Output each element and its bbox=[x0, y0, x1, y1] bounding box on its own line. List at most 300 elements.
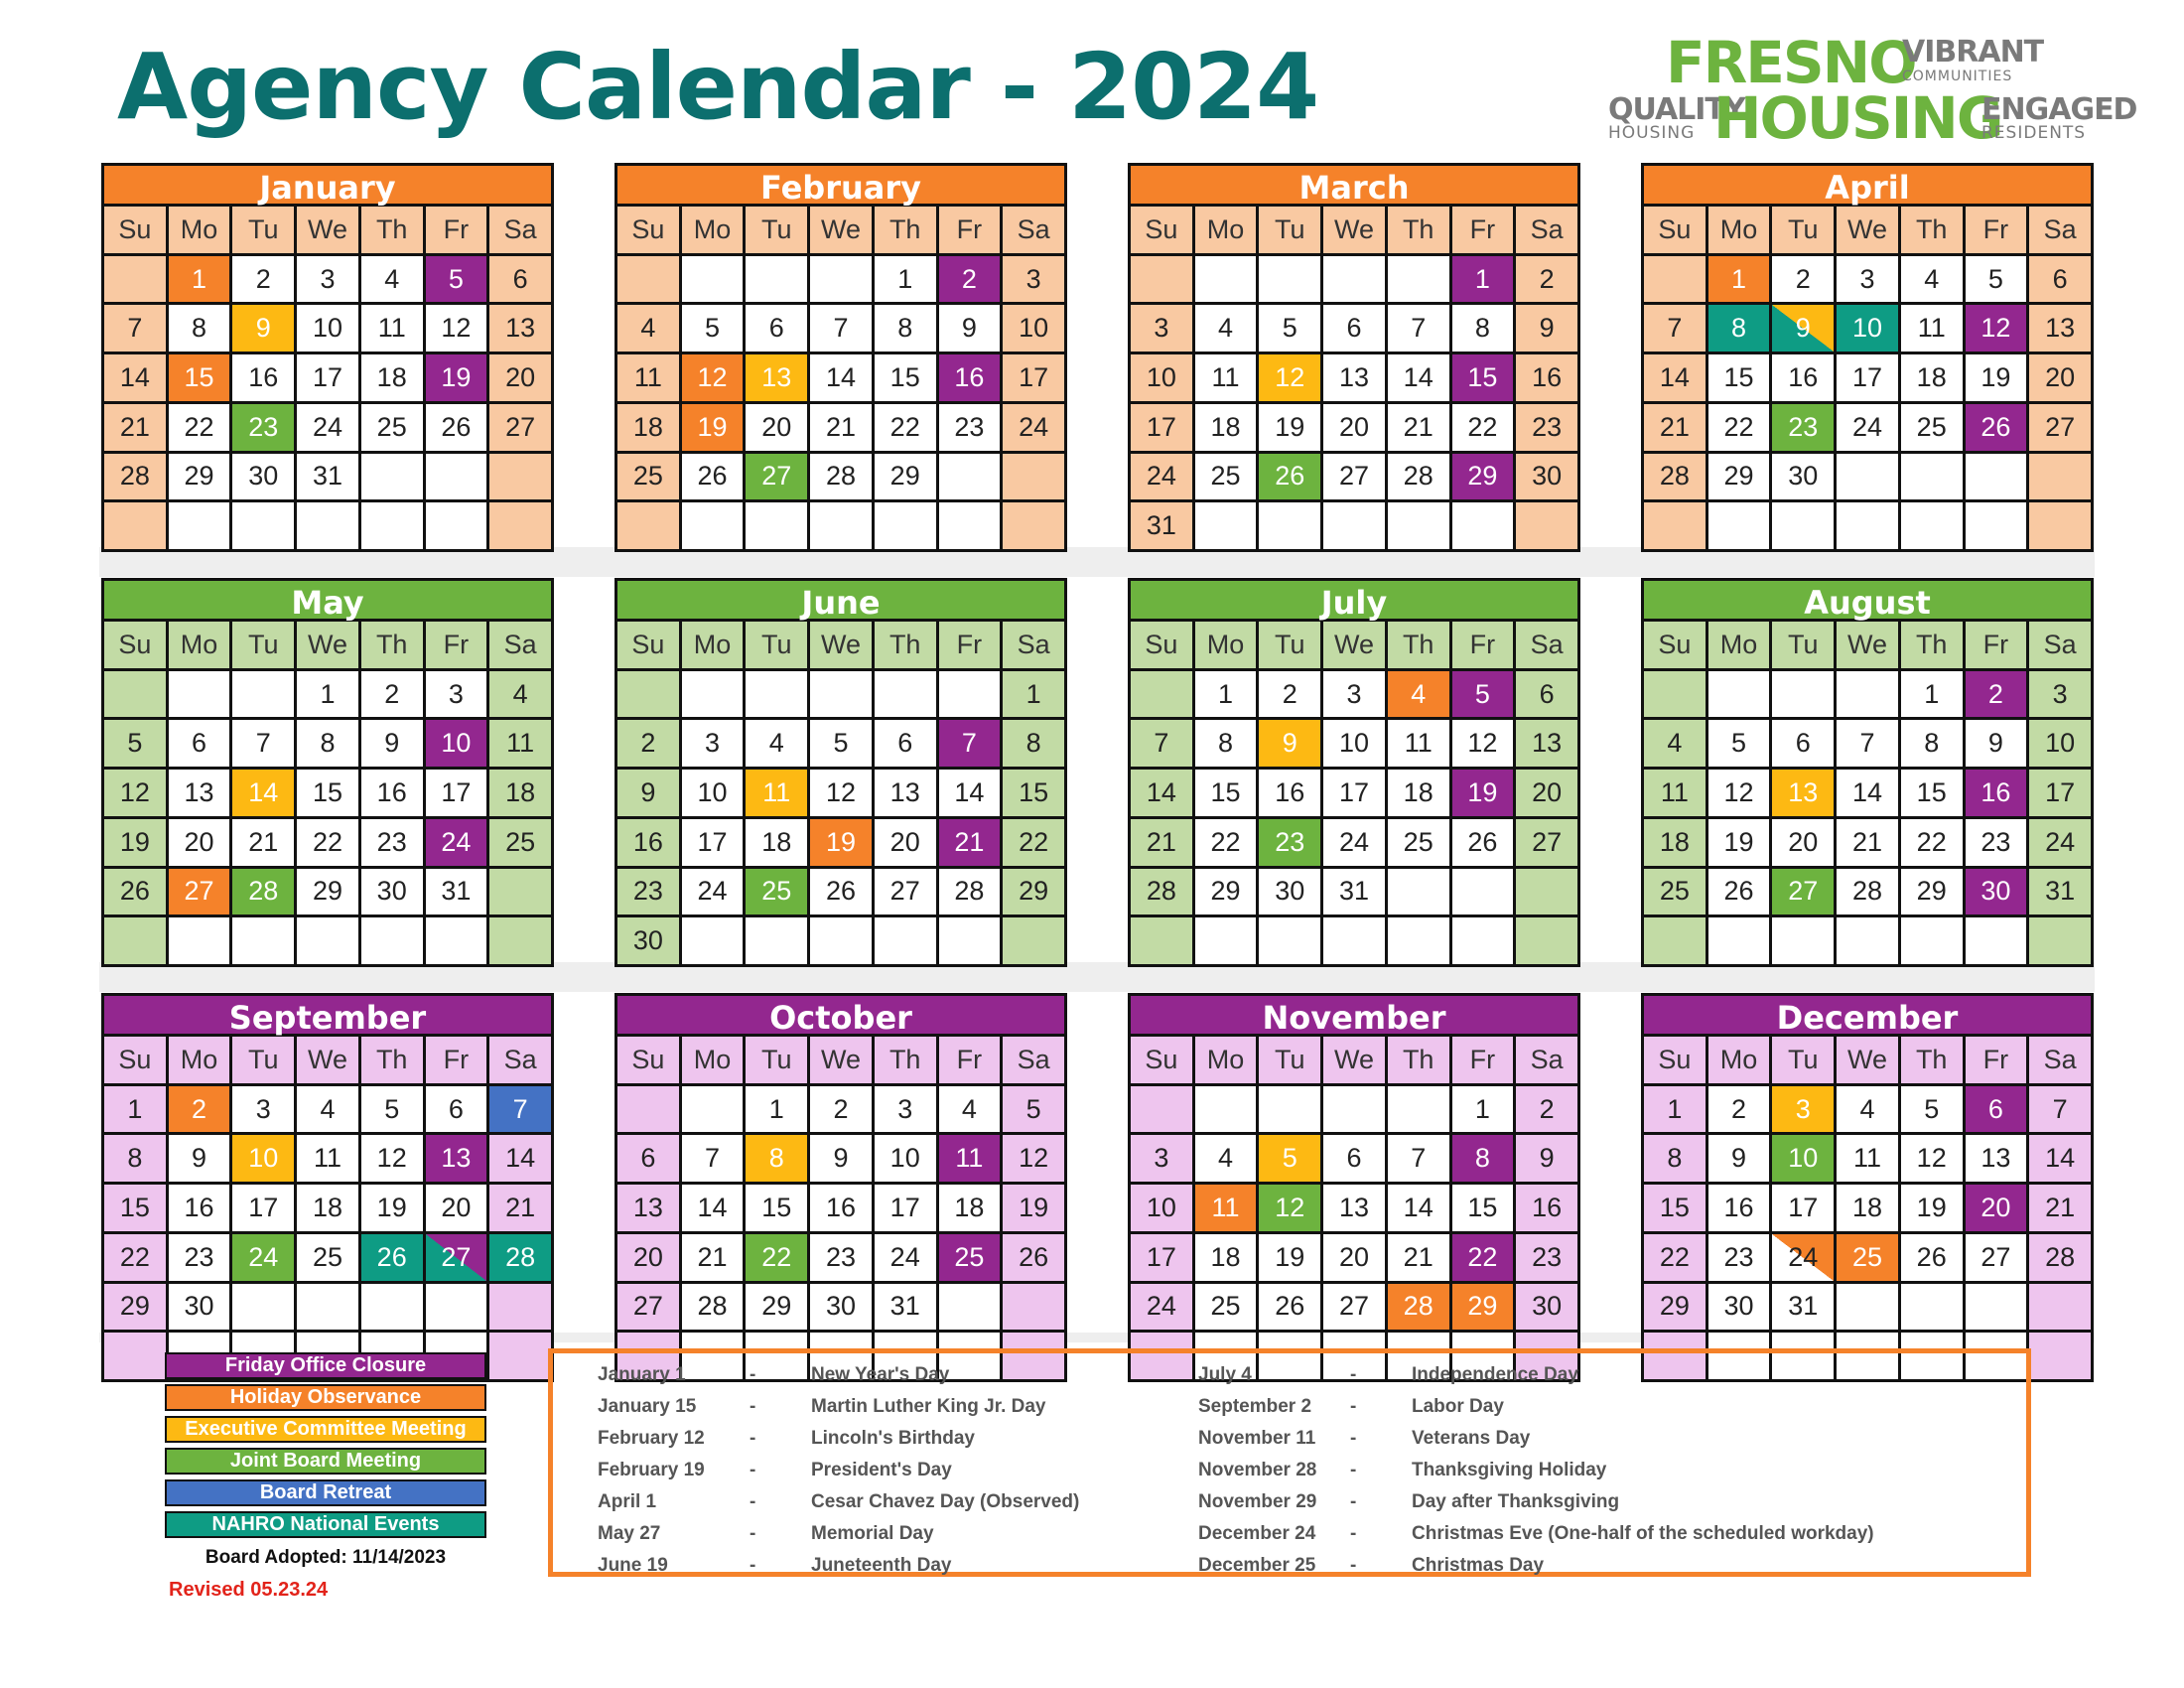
weekday-header: Fr bbox=[939, 622, 1001, 668]
day-cell: 30 bbox=[1516, 454, 1577, 500]
day-cell: 30 bbox=[169, 1284, 230, 1331]
day-cell: 2 bbox=[1708, 1086, 1770, 1133]
empty-cell bbox=[2029, 454, 2091, 500]
day-cell: 25 bbox=[1195, 454, 1257, 500]
day-cell: 10 bbox=[426, 720, 487, 767]
empty-cell bbox=[1323, 256, 1385, 303]
day-cell: 25 bbox=[1837, 1234, 1898, 1281]
empty-cell bbox=[426, 1284, 487, 1331]
weekday-header: Fr bbox=[1452, 207, 1514, 253]
day-cell: 24 bbox=[682, 869, 744, 915]
holiday-name: Christmas Day bbox=[1412, 1555, 1545, 1576]
weekday-header: Th bbox=[1388, 207, 1449, 253]
empty-cell bbox=[939, 454, 1001, 500]
day-cell: 23 bbox=[1516, 1234, 1577, 1281]
day-cell: 7 bbox=[1837, 720, 1898, 767]
empty-cell bbox=[361, 1284, 423, 1331]
day-cell: 1 bbox=[1452, 1086, 1514, 1133]
weekday-header: We bbox=[1837, 207, 1898, 253]
day-cell: 11 bbox=[1388, 720, 1449, 767]
day-cell: 16 bbox=[617, 819, 679, 866]
day-cell: 6 bbox=[1323, 1135, 1385, 1182]
weekday-header: Th bbox=[361, 1037, 423, 1083]
board-adopted-note: Board Adopted: 11/14/2023 bbox=[205, 1547, 447, 1568]
day-cell: 10 bbox=[1772, 1135, 1834, 1182]
empty-cell bbox=[489, 869, 551, 915]
day-cell: 8 bbox=[1901, 720, 1963, 767]
empty-cell bbox=[297, 917, 358, 964]
day-cell: 29 bbox=[1901, 869, 1963, 915]
empty-cell bbox=[617, 1086, 679, 1133]
day-cell: 13 bbox=[746, 354, 807, 401]
day-cell: 15 bbox=[297, 770, 358, 816]
day-cell: 9 bbox=[617, 770, 679, 816]
empty-cell bbox=[1644, 502, 1706, 549]
legend-item-exec: Executive Committee Meeting bbox=[165, 1416, 486, 1443]
holiday-date: December 25 bbox=[1198, 1555, 1316, 1576]
day-cell: 22 bbox=[1003, 819, 1064, 866]
holiday-dash: - bbox=[1350, 1555, 1357, 1576]
day-cell: 11 bbox=[939, 1135, 1001, 1182]
month-july bbox=[1128, 578, 1580, 967]
day-cell: 20 bbox=[1323, 1234, 1385, 1281]
day-cell: 25 bbox=[1195, 1284, 1257, 1331]
month-title: July bbox=[1128, 578, 1580, 622]
empty-cell bbox=[1195, 1086, 1257, 1133]
day-cell: 12 bbox=[810, 770, 872, 816]
holiday-dash: - bbox=[750, 1460, 756, 1480]
day-cell: 28 bbox=[232, 869, 294, 915]
day-cell: 17 bbox=[875, 1185, 936, 1231]
logo-vibrant: VIBRANT bbox=[1902, 35, 2044, 70]
day-cell: 14 bbox=[1388, 354, 1449, 401]
day-cell: 29 bbox=[1452, 1284, 1514, 1331]
day-cell: 2 bbox=[1966, 671, 2027, 718]
empty-cell bbox=[1772, 502, 1834, 549]
empty-cell bbox=[232, 671, 294, 718]
empty-cell bbox=[2029, 502, 2091, 549]
month-april bbox=[1641, 163, 2094, 552]
day-cell: 12 bbox=[1003, 1135, 1064, 1182]
legend-item-joint: Joint Board Meeting bbox=[165, 1448, 486, 1475]
day-cell: 16 bbox=[361, 770, 423, 816]
day-cell: 2 bbox=[939, 256, 1001, 303]
weekday-header: Th bbox=[1388, 1037, 1449, 1083]
day-cell: 14 bbox=[1644, 354, 1706, 401]
month-title: February bbox=[614, 163, 1067, 207]
day-cell: 1 bbox=[746, 1086, 807, 1133]
weekday-header: Th bbox=[361, 207, 423, 253]
day-cell: 10 bbox=[875, 1135, 936, 1182]
empty-cell bbox=[426, 917, 487, 964]
day-cell: 13 bbox=[875, 770, 936, 816]
month-grid bbox=[1128, 622, 1580, 967]
weekday-header: Th bbox=[1901, 1037, 1963, 1083]
empty-cell bbox=[1901, 1284, 1963, 1331]
day-cell: 5 bbox=[810, 720, 872, 767]
day-cell: 6 bbox=[169, 720, 230, 767]
day-cell: 11 bbox=[361, 305, 423, 352]
weekday-header: Mo bbox=[682, 622, 744, 668]
day-cell: 7 bbox=[1644, 305, 1706, 352]
day-cell: 4 bbox=[489, 671, 551, 718]
day-cell: 15 bbox=[875, 354, 936, 401]
logo-engaged: ENGAGED bbox=[1981, 92, 2137, 127]
day-cell: 25 bbox=[939, 1234, 1001, 1281]
day-cell: 5 bbox=[1259, 305, 1320, 352]
day-cell: 30 bbox=[1708, 1284, 1770, 1331]
empty-cell bbox=[169, 502, 230, 549]
day-cell: 19 bbox=[361, 1185, 423, 1231]
day-cell: 13 bbox=[1323, 354, 1385, 401]
day-cell: 22 bbox=[1195, 819, 1257, 866]
day-cell: 18 bbox=[1195, 404, 1257, 451]
day-cell: 16 bbox=[1259, 770, 1320, 816]
day-cell: 15 bbox=[1901, 770, 1963, 816]
day-cell: 28 bbox=[2029, 1234, 2091, 1281]
holiday-name: Christmas Eve (One-half of the scheduled workday) bbox=[1412, 1523, 1874, 1544]
day-cell: 19 bbox=[810, 819, 872, 866]
empty-cell bbox=[1966, 502, 2027, 549]
day-cell: 10 bbox=[1003, 305, 1064, 352]
day-cell: 21 bbox=[489, 1185, 551, 1231]
empty-cell bbox=[1452, 869, 1514, 915]
day-cell: 13 bbox=[1966, 1135, 2027, 1182]
day-cell: 19 bbox=[1259, 1234, 1320, 1281]
day-cell: 13 bbox=[2029, 305, 2091, 352]
empty-cell bbox=[1708, 671, 1770, 718]
day-cell: 23 bbox=[1708, 1234, 1770, 1281]
day-cell: 25 bbox=[1388, 819, 1449, 866]
holiday-dash: - bbox=[1350, 1491, 1357, 1512]
day-cell: 8 bbox=[1195, 720, 1257, 767]
day-cell: 8 bbox=[1003, 720, 1064, 767]
day-cell: 27 bbox=[617, 1284, 679, 1331]
day-cell: 5 bbox=[682, 305, 744, 352]
day-cell: 20 bbox=[2029, 354, 2091, 401]
day-cell: 28 bbox=[1837, 869, 1898, 915]
day-cell: 6 bbox=[489, 256, 551, 303]
day-cell: 10 bbox=[1837, 305, 1898, 352]
day-cell: 4 bbox=[1388, 671, 1449, 718]
day-cell: 28 bbox=[1131, 869, 1192, 915]
day-cell: 3 bbox=[1772, 1086, 1834, 1133]
holiday-dash: - bbox=[750, 1428, 756, 1449]
day-cell: 23 bbox=[617, 869, 679, 915]
day-cell: 19 bbox=[1708, 819, 1770, 866]
day-cell: 24 bbox=[1131, 1284, 1192, 1331]
day-cell: 28 bbox=[939, 869, 1001, 915]
empty-cell bbox=[104, 256, 166, 303]
empty-cell bbox=[1452, 917, 1514, 964]
empty-cell bbox=[939, 671, 1001, 718]
empty-cell bbox=[1259, 1086, 1320, 1133]
empty-cell bbox=[746, 671, 807, 718]
day-cell: 25 bbox=[1644, 869, 1706, 915]
day-cell: 28 bbox=[1644, 454, 1706, 500]
day-cell: 18 bbox=[746, 819, 807, 866]
holiday-date: January 15 bbox=[598, 1396, 697, 1417]
day-cell: 20 bbox=[617, 1234, 679, 1281]
day-cell: 21 bbox=[939, 819, 1001, 866]
day-cell: 15 bbox=[169, 354, 230, 401]
day-cell: 7 bbox=[1388, 305, 1449, 352]
weekday-header: Mo bbox=[682, 1037, 744, 1083]
day-cell: 14 bbox=[682, 1185, 744, 1231]
empty-cell bbox=[1131, 1086, 1192, 1133]
day-cell: 11 bbox=[1195, 1185, 1257, 1231]
day-cell: 13 bbox=[426, 1135, 487, 1182]
day-cell: 9 bbox=[1516, 305, 1577, 352]
day-cell: 23 bbox=[810, 1234, 872, 1281]
day-cell: 22 bbox=[875, 404, 936, 451]
empty-cell bbox=[746, 256, 807, 303]
weekday-header: We bbox=[297, 207, 358, 253]
day-cell: 11 bbox=[1644, 770, 1706, 816]
day-cell: 29 bbox=[169, 454, 230, 500]
weekday-header: We bbox=[810, 1037, 872, 1083]
day-cell: 15 bbox=[1452, 354, 1514, 401]
day-cell: 20 bbox=[746, 404, 807, 451]
day-cell: 2 bbox=[810, 1086, 872, 1133]
day-cell: 6 bbox=[1966, 1086, 2027, 1133]
day-cell: 3 bbox=[2029, 671, 2091, 718]
weekday-header: Mo bbox=[1708, 1037, 1770, 1083]
day-cell: 26 bbox=[1259, 454, 1320, 500]
day-cell: 4 bbox=[297, 1086, 358, 1133]
weekday-header: Sa bbox=[2029, 207, 2091, 253]
empty-cell bbox=[297, 502, 358, 549]
day-cell: 1 bbox=[169, 256, 230, 303]
empty-cell bbox=[939, 917, 1001, 964]
holiday-dash: - bbox=[750, 1364, 756, 1385]
day-cell: 11 bbox=[1901, 305, 1963, 352]
weekday-header: Mo bbox=[1195, 207, 1257, 253]
month-june bbox=[614, 578, 1067, 967]
weekday-header: We bbox=[1323, 1037, 1385, 1083]
legend bbox=[165, 1352, 486, 1543]
day-cell: 31 bbox=[1131, 502, 1192, 549]
day-cell: 20 bbox=[169, 819, 230, 866]
weekday-header: Fr bbox=[426, 207, 487, 253]
weekday-header: Tu bbox=[1259, 207, 1320, 253]
day-cell: 7 bbox=[939, 720, 1001, 767]
month-grid bbox=[614, 207, 1067, 552]
holiday-name: Memorial Day bbox=[811, 1523, 934, 1544]
empty-cell bbox=[104, 1333, 166, 1379]
holiday-name: Lincoln's Birthday bbox=[811, 1428, 975, 1449]
month-may bbox=[101, 578, 554, 967]
day-cell: 17 bbox=[1131, 1234, 1192, 1281]
weekday-header: We bbox=[1837, 622, 1898, 668]
weekday-header: Su bbox=[1644, 1037, 1706, 1083]
weekday-header: We bbox=[810, 207, 872, 253]
day-cell: 14 bbox=[489, 1135, 551, 1182]
day-cell: 23 bbox=[1966, 819, 2027, 866]
day-cell: 17 bbox=[1772, 1185, 1834, 1231]
empty-cell bbox=[1259, 502, 1320, 549]
day-cell: 7 bbox=[232, 720, 294, 767]
holiday-date: January 1 bbox=[598, 1364, 686, 1385]
day-cell: 3 bbox=[297, 256, 358, 303]
logo-residents: RESIDENTS bbox=[1981, 123, 2087, 143]
day-cell: 29 bbox=[1708, 454, 1770, 500]
empty-cell bbox=[361, 502, 423, 549]
weekday-header: We bbox=[810, 622, 872, 668]
holiday-date: June 19 bbox=[598, 1555, 668, 1576]
month-grid bbox=[1128, 207, 1580, 552]
day-cell: 9 bbox=[1966, 720, 2027, 767]
empty-cell bbox=[875, 502, 936, 549]
empty-cell bbox=[617, 256, 679, 303]
day-cell: 1 bbox=[297, 671, 358, 718]
month-october bbox=[614, 993, 1067, 1385]
day-cell: 23 bbox=[1772, 404, 1834, 451]
empty-cell bbox=[1837, 671, 1898, 718]
day-cell: 4 bbox=[1195, 305, 1257, 352]
day-cell: 30 bbox=[1966, 869, 2027, 915]
empty-cell bbox=[1966, 917, 2027, 964]
empty-cell bbox=[1772, 917, 1834, 964]
weekday-header: Fr bbox=[1966, 1037, 2027, 1083]
day-cell: 6 bbox=[746, 305, 807, 352]
day-cell: 12 bbox=[1708, 770, 1770, 816]
page-title: Agency Calendar - 2024 bbox=[117, 34, 1319, 140]
day-cell: 4 bbox=[617, 305, 679, 352]
empty-cell bbox=[1837, 1284, 1898, 1331]
legend-item-retreat: Board Retreat bbox=[165, 1479, 486, 1506]
empty-cell bbox=[489, 1333, 551, 1379]
holiday-dash: - bbox=[750, 1396, 756, 1417]
holiday-name: President's Day bbox=[811, 1460, 952, 1480]
day-cell: 27 bbox=[1966, 1234, 2027, 1281]
weekday-header: Sa bbox=[489, 1037, 551, 1083]
weekday-header: Mo bbox=[169, 622, 230, 668]
day-cell: 3 bbox=[232, 1086, 294, 1133]
day-cell: 29 bbox=[875, 454, 936, 500]
day-cell: 8 bbox=[1644, 1135, 1706, 1182]
day-cell: 7 bbox=[104, 305, 166, 352]
day-cell: 24 bbox=[1003, 404, 1064, 451]
weekday-header: Fr bbox=[1452, 1037, 1514, 1083]
weekday-header: Tu bbox=[746, 207, 807, 253]
month-february bbox=[614, 163, 1067, 552]
day-cell: 16 bbox=[1772, 354, 1834, 401]
empty-cell bbox=[1003, 917, 1064, 964]
month-title: April bbox=[1641, 163, 2094, 207]
day-cell: 26 bbox=[810, 869, 872, 915]
day-cell: 16 bbox=[1708, 1185, 1770, 1231]
empty-cell bbox=[617, 671, 679, 718]
legend-item-holiday: Holiday Observance bbox=[165, 1384, 486, 1411]
weekday-header: Tu bbox=[746, 622, 807, 668]
empty-cell bbox=[1837, 502, 1898, 549]
day-cell: 16 bbox=[1966, 770, 2027, 816]
weekday-header: Sa bbox=[1516, 622, 1577, 668]
day-cell: 5 bbox=[1708, 720, 1770, 767]
day-cell: 2 bbox=[361, 671, 423, 718]
empty-cell bbox=[169, 671, 230, 718]
day-cell: 16 bbox=[810, 1185, 872, 1231]
day-cell: 7 bbox=[682, 1135, 744, 1182]
empty-cell bbox=[2029, 1284, 2091, 1331]
day-cell: 25 bbox=[617, 454, 679, 500]
day-cell: 18 bbox=[939, 1185, 1001, 1231]
day-cell: 5 bbox=[1259, 1135, 1320, 1182]
day-cell: 15 bbox=[104, 1185, 166, 1231]
empty-cell bbox=[746, 917, 807, 964]
holiday-date: December 24 bbox=[1198, 1523, 1316, 1544]
weekday-header: Tu bbox=[1772, 207, 1834, 253]
empty-cell bbox=[489, 454, 551, 500]
day-cell: 4 bbox=[746, 720, 807, 767]
day-cell: 1 bbox=[875, 256, 936, 303]
day-cell: 1 bbox=[104, 1086, 166, 1133]
day-cell: 7 bbox=[810, 305, 872, 352]
day-cell: 20 bbox=[875, 819, 936, 866]
day-cell: 12 bbox=[361, 1135, 423, 1182]
holiday-date: May 27 bbox=[598, 1523, 661, 1544]
holiday-dash: - bbox=[1350, 1364, 1357, 1385]
day-cell: 26 bbox=[1259, 1284, 1320, 1331]
day-cell: 30 bbox=[1772, 454, 1834, 500]
day-cell: 5 bbox=[1901, 1086, 1963, 1133]
day-cell: 13 bbox=[169, 770, 230, 816]
day-cell: 29 bbox=[1644, 1284, 1706, 1331]
day-cell: 17 bbox=[1837, 354, 1898, 401]
day-cell: 4 bbox=[1901, 256, 1963, 303]
empty-cell bbox=[1644, 256, 1706, 303]
empty-cell bbox=[746, 502, 807, 549]
empty-cell bbox=[169, 917, 230, 964]
day-cell: 31 bbox=[875, 1284, 936, 1331]
day-cell: 25 bbox=[489, 819, 551, 866]
month-title: June bbox=[614, 578, 1067, 622]
weekday-header: Mo bbox=[1195, 622, 1257, 668]
weekday-header: Tu bbox=[232, 622, 294, 668]
empty-cell bbox=[1131, 917, 1192, 964]
weekday-header: Tu bbox=[1772, 1037, 1834, 1083]
month-grid bbox=[101, 207, 554, 552]
holiday-date: November 29 bbox=[1198, 1491, 1317, 1512]
weekday-header: Su bbox=[104, 207, 166, 253]
empty-cell bbox=[875, 917, 936, 964]
day-cell: 24 bbox=[297, 404, 358, 451]
day-cell: 14 bbox=[104, 354, 166, 401]
holiday-name: Day after Thanksgiving bbox=[1412, 1491, 1620, 1512]
empty-cell bbox=[1901, 454, 1963, 500]
day-cell: 31 bbox=[426, 869, 487, 915]
day-cell: 10 bbox=[682, 770, 744, 816]
empty-cell bbox=[1323, 917, 1385, 964]
day-cell: 23 bbox=[169, 1234, 230, 1281]
day-cell: 24 bbox=[232, 1234, 294, 1281]
day-cell: 18 bbox=[361, 354, 423, 401]
day-cell: 5 bbox=[104, 720, 166, 767]
month-grid bbox=[1641, 622, 2094, 967]
day-cell: 21 bbox=[232, 819, 294, 866]
weekday-header: Fr bbox=[426, 622, 487, 668]
day-cell: 12 bbox=[682, 354, 744, 401]
day-cell: 9 bbox=[169, 1135, 230, 1182]
empty-cell bbox=[361, 454, 423, 500]
day-cell: 17 bbox=[297, 354, 358, 401]
empty-cell bbox=[1003, 502, 1064, 549]
weekday-header: Mo bbox=[169, 1037, 230, 1083]
empty-cell bbox=[810, 502, 872, 549]
day-cell: 26 bbox=[1966, 404, 2027, 451]
day-cell: 15 bbox=[746, 1185, 807, 1231]
